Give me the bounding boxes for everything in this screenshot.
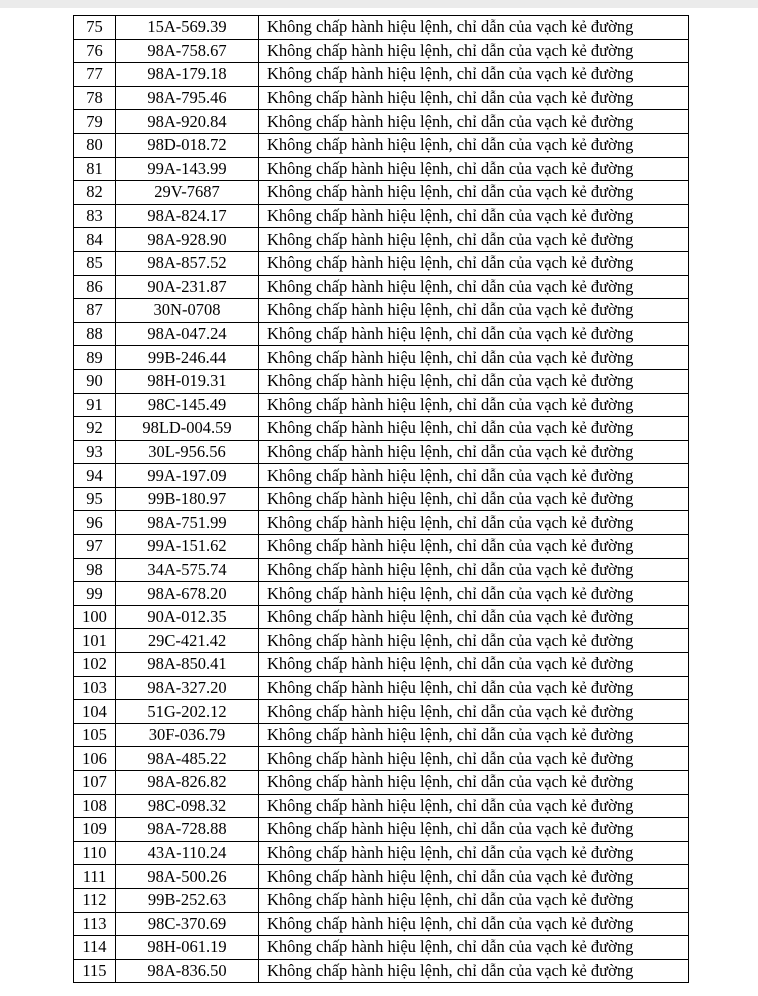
row-number-cell: 110: [74, 841, 116, 865]
license-plate-cell: 98A-047.24: [116, 322, 259, 346]
violation-cell: Không chấp hành hiệu lệnh, chỉ dẫn của vạch kẻ đường: [259, 346, 689, 370]
violation-cell: Không chấp hành hiệu lệnh, chỉ dẫn của vạch kẻ đường: [259, 322, 689, 346]
license-plate-cell: 34A-575.74: [116, 558, 259, 582]
violation-cell: Không chấp hành hiệu lệnh, chỉ dẫn của vạch kẻ đường: [259, 558, 689, 582]
license-plate-cell: 43A-110.24: [116, 841, 259, 865]
license-plate-cell: 98A-327.20: [116, 676, 259, 700]
license-plate-cell: 99B-180.97: [116, 487, 259, 511]
violation-cell: Không chấp hành hiệu lệnh, chỉ dẫn của vạch kẻ đường: [259, 629, 689, 653]
row-number-cell: 86: [74, 275, 116, 299]
row-number-cell: 91: [74, 393, 116, 417]
table-row: [74, 181, 689, 205]
license-plate-cell: 98A-678.20: [116, 582, 259, 606]
row-number-cell: 81: [74, 157, 116, 181]
table-row: [74, 440, 689, 464]
violation-cell: Không chấp hành hiệu lệnh, chỉ dẫn của vạch kẻ đường: [259, 181, 689, 205]
table-row: [74, 369, 689, 393]
table-row: [74, 393, 689, 417]
license-plate-cell: 99A-143.99: [116, 157, 259, 181]
license-plate-cell: 98LD-004.59: [116, 417, 259, 441]
table-row: [74, 322, 689, 346]
violation-cell: Không chấp hành hiệu lệnh, chỉ dẫn của vạch kẻ đường: [259, 723, 689, 747]
license-plate-cell: 98A-920.84: [116, 110, 259, 134]
table-row: [74, 487, 689, 511]
license-plate-cell: 98A-928.90: [116, 228, 259, 252]
table-row: [74, 228, 689, 252]
violation-cell: Không chấp hành hiệu lệnh, chỉ dẫn của vạch kẻ đường: [259, 204, 689, 228]
row-number-cell: 79: [74, 110, 116, 134]
violation-cell: Không chấp hành hiệu lệnh, chỉ dẫn của vạch kẻ đường: [259, 299, 689, 323]
license-plate-cell: 98A-728.88: [116, 818, 259, 842]
violation-cell: Không chấp hành hiệu lệnh, chỉ dẫn của vạch kẻ đường: [259, 747, 689, 771]
table-row: [74, 818, 689, 842]
row-number-cell: 106: [74, 747, 116, 771]
license-plate-cell: 99A-197.09: [116, 464, 259, 488]
violation-cell: Không chấp hành hiệu lệnh, chỉ dẫn của vạch kẻ đường: [259, 464, 689, 488]
violation-cell: Không chấp hành hiệu lệnh, chỉ dẫn của vạch kẻ đường: [259, 511, 689, 535]
table-row: [74, 346, 689, 370]
table-row: [74, 841, 689, 865]
table-row: [74, 251, 689, 275]
license-plate-cell: 98D-018.72: [116, 133, 259, 157]
row-number-cell: 84: [74, 228, 116, 252]
table-row: [74, 275, 689, 299]
violation-cell: Không chấp hành hiệu lệnh, chỉ dẫn của vạch kẻ đường: [259, 771, 689, 795]
violation-cell: Không chấp hành hiệu lệnh, chỉ dẫn của vạch kẻ đường: [259, 936, 689, 960]
row-number-cell: 115: [74, 959, 116, 983]
violation-cell: Không chấp hành hiệu lệnh, chỉ dẫn của vạch kẻ đường: [259, 110, 689, 134]
table-row: [74, 723, 689, 747]
table-row: [74, 133, 689, 157]
license-plate-cell: 98A-824.17: [116, 204, 259, 228]
license-plate-cell: 98A-485.22: [116, 747, 259, 771]
row-number-cell: 114: [74, 936, 116, 960]
table-row: [74, 110, 689, 134]
row-number-cell: 75: [74, 16, 116, 40]
license-plate-cell: 98A-179.18: [116, 63, 259, 87]
table-row: [74, 865, 689, 889]
violation-cell: Không chấp hành hiệu lệnh, chỉ dẫn của vạch kẻ đường: [259, 417, 689, 441]
violations-table: [73, 15, 689, 983]
row-number-cell: 96: [74, 511, 116, 535]
violation-cell: Không chấp hành hiệu lệnh, chỉ dẫn của vạch kẻ đường: [259, 275, 689, 299]
violation-cell: Không chấp hành hiệu lệnh, chỉ dẫn của vạch kẻ đường: [259, 605, 689, 629]
license-plate-cell: 98A-500.26: [116, 865, 259, 889]
row-number-cell: 93: [74, 440, 116, 464]
violation-cell: Không chấp hành hiệu lệnh, chỉ dẫn của vạch kẻ đường: [259, 865, 689, 889]
row-number-cell: 105: [74, 723, 116, 747]
violation-cell: Không chấp hành hiệu lệnh, chỉ dẫn của vạch kẻ đường: [259, 818, 689, 842]
row-number-cell: 76: [74, 39, 116, 63]
violation-cell: Không chấp hành hiệu lệnh, chỉ dẫn của vạch kẻ đường: [259, 912, 689, 936]
table-row: [74, 747, 689, 771]
table-row: [74, 63, 689, 87]
row-number-cell: 104: [74, 700, 116, 724]
license-plate-cell: 29C-421.42: [116, 629, 259, 653]
row-number-cell: 113: [74, 912, 116, 936]
table-row: [74, 16, 689, 40]
violation-cell: Không chấp hành hiệu lệnh, chỉ dẫn của vạch kẻ đường: [259, 39, 689, 63]
violation-cell: Không chấp hành hiệu lệnh, chỉ dẫn của vạch kẻ đường: [259, 841, 689, 865]
violation-cell: Không chấp hành hiệu lệnh, chỉ dẫn của vạch kẻ đường: [259, 959, 689, 983]
license-plate-cell: 51G-202.12: [116, 700, 259, 724]
violation-cell: Không chấp hành hiệu lệnh, chỉ dẫn của vạch kẻ đường: [259, 653, 689, 677]
violation-cell: Không chấp hành hiệu lệnh, chỉ dẫn của vạch kẻ đường: [259, 700, 689, 724]
row-number-cell: 99: [74, 582, 116, 606]
row-number-cell: 108: [74, 794, 116, 818]
violation-cell: Không chấp hành hiệu lệnh, chỉ dẫn của vạch kẻ đường: [259, 86, 689, 110]
violation-cell: Không chấp hành hiệu lệnh, chỉ dẫn của vạch kẻ đường: [259, 251, 689, 275]
table-row: [74, 959, 689, 983]
table-row: [74, 535, 689, 559]
license-plate-cell: 30N-0708: [116, 299, 259, 323]
row-number-cell: 90: [74, 369, 116, 393]
license-plate-cell: 98A-751.99: [116, 511, 259, 535]
table-row: [74, 771, 689, 795]
row-number-cell: 109: [74, 818, 116, 842]
row-number-cell: 89: [74, 346, 116, 370]
license-plate-cell: 98A-795.46: [116, 86, 259, 110]
violation-cell: Không chấp hành hiệu lệnh, chỉ dẫn của vạch kẻ đường: [259, 440, 689, 464]
table-row: [74, 39, 689, 63]
table-row: [74, 417, 689, 441]
table-row: [74, 464, 689, 488]
row-number-cell: 87: [74, 299, 116, 323]
violation-cell: Không chấp hành hiệu lệnh, chỉ dẫn của vạch kẻ đường: [259, 63, 689, 87]
violation-cell: Không chấp hành hiệu lệnh, chỉ dẫn của vạch kẻ đường: [259, 369, 689, 393]
license-plate-cell: 29V-7687: [116, 181, 259, 205]
license-plate-cell: 98H-061.19: [116, 936, 259, 960]
license-plate-cell: 30F-036.79: [116, 723, 259, 747]
row-number-cell: 92: [74, 417, 116, 441]
violation-cell: Không chấp hành hiệu lệnh, chỉ dẫn của vạch kẻ đường: [259, 228, 689, 252]
license-plate-cell: 98C-370.69: [116, 912, 259, 936]
license-plate-cell: 99B-252.63: [116, 888, 259, 912]
row-number-cell: 83: [74, 204, 116, 228]
row-number-cell: 88: [74, 322, 116, 346]
violation-cell: Không chấp hành hiệu lệnh, chỉ dẫn của vạch kẻ đường: [259, 676, 689, 700]
table-row: [74, 86, 689, 110]
row-number-cell: 98: [74, 558, 116, 582]
row-number-cell: 103: [74, 676, 116, 700]
row-number-cell: 102: [74, 653, 116, 677]
table-row: [74, 299, 689, 323]
license-plate-cell: 99B-246.44: [116, 346, 259, 370]
row-number-cell: 111: [74, 865, 116, 889]
table-row: [74, 936, 689, 960]
row-number-cell: 85: [74, 251, 116, 275]
license-plate-cell: 90A-012.35: [116, 605, 259, 629]
row-number-cell: 95: [74, 487, 116, 511]
row-number-cell: 100: [74, 605, 116, 629]
license-plate-cell: 98A-850.41: [116, 653, 259, 677]
table-row: [74, 888, 689, 912]
license-plate-cell: 98H-019.31: [116, 369, 259, 393]
license-plate-cell: 99A-151.62: [116, 535, 259, 559]
table-row: [74, 157, 689, 181]
license-plate-cell: 30L-956.56: [116, 440, 259, 464]
row-number-cell: 107: [74, 771, 116, 795]
violation-cell: Không chấp hành hiệu lệnh, chỉ dẫn của vạch kẻ đường: [259, 487, 689, 511]
violations-table-body: [74, 16, 689, 983]
violation-cell: Không chấp hành hiệu lệnh, chỉ dẫn của vạch kẻ đường: [259, 157, 689, 181]
table-row: [74, 605, 689, 629]
table-row: [74, 912, 689, 936]
row-number-cell: 82: [74, 181, 116, 205]
row-number-cell: 80: [74, 133, 116, 157]
license-plate-cell: 98A-826.82: [116, 771, 259, 795]
row-number-cell: 94: [74, 464, 116, 488]
row-number-cell: 77: [74, 63, 116, 87]
row-number-cell: 97: [74, 535, 116, 559]
violation-cell: Không chấp hành hiệu lệnh, chỉ dẫn của vạch kẻ đường: [259, 133, 689, 157]
license-plate-cell: 90A-231.87: [116, 275, 259, 299]
violation-cell: Không chấp hành hiệu lệnh, chỉ dẫn của vạch kẻ đường: [259, 393, 689, 417]
row-number-cell: 101: [74, 629, 116, 653]
table-row: [74, 511, 689, 535]
table-row: [74, 794, 689, 818]
document-page[interactable]: [0, 8, 758, 996]
license-plate-cell: 98A-836.50: [116, 959, 259, 983]
violation-cell: Không chấp hành hiệu lệnh, chỉ dẫn của vạch kẻ đường: [259, 794, 689, 818]
table-row: [74, 700, 689, 724]
violation-cell: Không chấp hành hiệu lệnh, chỉ dẫn của vạch kẻ đường: [259, 535, 689, 559]
license-plate-cell: 98A-857.52: [116, 251, 259, 275]
violation-cell: Không chấp hành hiệu lệnh, chỉ dẫn của vạch kẻ đường: [259, 888, 689, 912]
license-plate-cell: 98C-098.32: [116, 794, 259, 818]
license-plate-cell: 15A-569.39: [116, 16, 259, 40]
row-number-cell: 112: [74, 888, 116, 912]
license-plate-cell: 98C-145.49: [116, 393, 259, 417]
table-row: [74, 558, 689, 582]
table-row: [74, 629, 689, 653]
table-row: [74, 676, 689, 700]
violation-cell: Không chấp hành hiệu lệnh, chỉ dẫn của vạch kẻ đường: [259, 16, 689, 40]
violation-cell: Không chấp hành hiệu lệnh, chỉ dẫn của vạch kẻ đường: [259, 582, 689, 606]
table-row: [74, 582, 689, 606]
table-row: [74, 204, 689, 228]
row-number-cell: 78: [74, 86, 116, 110]
table-row: [74, 653, 689, 677]
license-plate-cell: 98A-758.67: [116, 39, 259, 63]
